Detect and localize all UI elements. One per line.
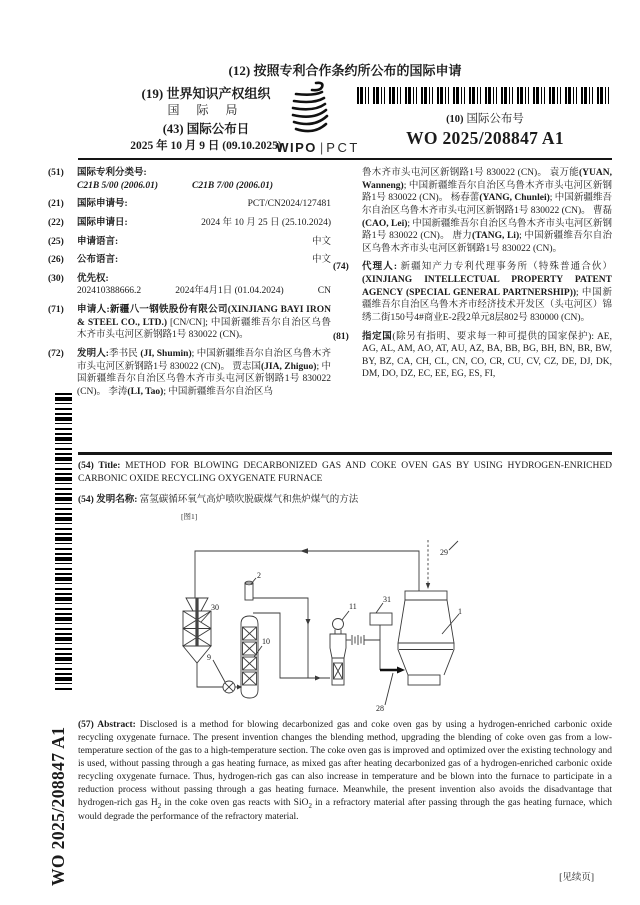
- leader-29: [449, 541, 458, 550]
- flow-arrow-right2-icon: [315, 676, 321, 681]
- flow-arrow-left-icon: [300, 548, 308, 554]
- continuation-note: [见续页]: [559, 873, 594, 883]
- packed-column: [241, 616, 258, 698]
- field-72-inventors: (72) 发明人:季书民 (JI, Shumin); 中国新疆维吾尔自治区乌鲁木齐市头屯河区新钢路1号 830022 (CN)。 贾志国(JIA, Zhiguo); 中国新疆维吾尔自治区乌鲁木齐市头屯河区新钢路1号 830022 (CN)。 李涛(LI, Tao); 中国新疆维吾尔自治区乌: [48, 348, 331, 397]
- pub-date-label: (43) 国际公布日: [162, 122, 250, 137]
- figure-label-11: 11: [349, 602, 357, 611]
- figure-label-30: 30: [211, 603, 219, 612]
- figure-label-1: 1: [458, 607, 462, 616]
- field-74-agent: (74) 代理人: 新疆知产力专利代理事务所（特殊普通合伙）(XINJIANG INTELLECTUAL PROPERTY PATENT AGENCY (SPECIAL GENERAL PARTNERSHIP)); 中国新疆维吾尔自治区乌鲁木齐市经济技术开发区（头屯河区）锦绣二街150号4#商业E-2段2单元8层802号 830000 (CN)。: [333, 262, 613, 323]
- vertical-publication-number: WO 2025/208847 A1: [48, 726, 68, 886]
- field-81-designated-states: (81) 指定国(除另有指明、要求每一种可提供的国家保护): AE, AG, AL, AM, AO, AT, AU, AZ, BA, BB, BG, BH, BN, BR, BW, BY, BZ, CA, CH, CL, CN, CO, CR, CU, CV, CZ, DE, DJ, DK, DM, DO, DZ, EC, EE, EG, ES, FI,: [333, 331, 612, 380]
- leader-28: [385, 673, 393, 705]
- wipo-pct-wordmark: [266, 140, 370, 155]
- figure-label-9: 9: [207, 653, 211, 662]
- recycle-gas-pipe: [195, 551, 419, 598]
- field-72-inventors-continued: 鲁木齐市头屯河区新钢路1号 830022 (CN)。 袁万能(YUAN, Wanneng); 中国新疆维吾尔自治区乌鲁木齐市头屯河区新钢路1号 830022 (CN)。 杨春蕾(YANG, Chunlei); 中国新疆维吾尔自治区乌鲁木齐市头屯河区新钢路1号 830022 (CN)。 曹磊(CAO, Lei); 中国新疆维吾尔自治区乌鲁木齐市头屯河区新钢路1号 830022 (CN)。 唐力(TANG, Li); 中国新疆维吾尔自治区乌鲁木齐市头屯河区新钢路1号 830022 (CN)。: [362, 168, 613, 254]
- flow-arrow-down2-icon: [306, 619, 311, 625]
- org-bureau: 国 际 局: [167, 103, 245, 118]
- pct-publication-statement: (12) 按照专利合作条约所公布的国际申请: [228, 63, 462, 78]
- leader-2: [251, 578, 256, 584]
- heating-vessel: [330, 619, 346, 686]
- field-71-applicant: (71) 申请人:新疆八一钢铁股份有限公司(XINJIANG BAYI IRON & STEEL CO., LTD.) [CN/CN]; 中国新疆维吾尔自治区乌鲁木齐市头屯河区新钢路1号 830022 (CN)。: [48, 305, 331, 341]
- control-box: [370, 613, 392, 625]
- pump: [223, 681, 235, 693]
- field-26-publication-language: (26) 公布语言: 中文: [48, 255, 331, 266]
- top-barcode: [357, 87, 613, 104]
- org-name: (19) 世界知识产权组织: [141, 86, 271, 101]
- title-chinese: (54) 发明名称: 富氢碳循环氧气高炉喷吹脱碳煤气和焦炉煤气的方法: [78, 494, 359, 505]
- figure-label-29: 29: [440, 548, 448, 557]
- flanged-nozzle: [346, 635, 364, 645]
- figure-diagram: [145, 536, 480, 723]
- leader-1: [442, 614, 459, 634]
- pct-text: PCT: [326, 140, 360, 155]
- hopper-outlet-pipe: [197, 663, 223, 687]
- publication-number-block: [357, 87, 613, 149]
- injection-arrow-icon: [397, 667, 405, 674]
- left-barcode: [55, 393, 72, 691]
- leader-11: [342, 611, 349, 620]
- title-english: (54) Title: METHOD FOR BLOWING DECARBONIZED GAS AND COKE OVEN GAS BY USING HYDROGEN-ENRICHED CARBONIC OXIDE RECYCLING OXYGENATE FURNACE: [78, 461, 612, 485]
- pub-number-label: (10) 国际公布号: [446, 113, 524, 125]
- wipo-text: WIPO: [276, 140, 317, 155]
- vessel-to-furnace-pipe: [364, 640, 380, 670]
- pub-date-value: 2025 年 10 月 9 日 (09.10.2025): [130, 139, 282, 152]
- leader-30: [201, 612, 210, 622]
- leader-9: [213, 660, 225, 682]
- field-30-priority: (30) 优先权: 202410388666.2 2024年4月1日 (01.04.2024) CN: [48, 273, 331, 297]
- figure-label-2: 2: [257, 571, 261, 580]
- gas-cylinder: [245, 581, 253, 600]
- priority-data: 202410388666.2 2024年4月1日 (01.04.2024) CN: [77, 286, 331, 297]
- field-51-label: 国际专利分类号:: [77, 168, 147, 178]
- wordmark-divider: |: [319, 140, 324, 155]
- biblio-left-column: [48, 167, 331, 404]
- field-22-filing-date: (22) 国际申请日: 2024 年 10 月 25 日 (25.10.2024): [48, 217, 331, 228]
- figure-label-28: 28: [376, 704, 384, 713]
- biblio-right-column: [333, 167, 612, 387]
- field-21-application-number: (21) 国际申请号: PCT/CN2024/127481: [48, 199, 331, 210]
- title-block: [78, 460, 612, 507]
- wipo-logo-icon: [286, 80, 334, 143]
- leader-31: [376, 603, 383, 613]
- pub-number: WO 2025/208847 A1: [406, 128, 564, 148]
- field-25-filing-language: (25) 申请语言: 中文: [48, 236, 331, 247]
- field-51-ipc: (51) 国际专利分类号: C21B 5/00 (2006.01) C21B 7/00 (2006.01): [48, 167, 331, 192]
- figure-caption: [图1]: [181, 512, 198, 521]
- abstract: (57) Abstract: Disclosed is a method for blowing decarbonized gas and coke oven gas by using a hydrogen-enriched carbonic oxide recycling oxygenate furnace. The present invention changes the blending method, upgrading the blending of coke oven gas from a low-temperature section of the gas to a high-temperature section. The coke oven gas is improved and optimized over the existing technology and is used, without passing through a gas heating furnace, as mixed gas after heating decarbonized gas of a hydrogen-enriched carbonic oxide recycling oxygenate furnace. Thus, hydrogen-rich gas can also increase in temperature and be blown into the furnace to participate in a reduction process without passing through a gas heating furnace. Meanwhile, the present invention also avoids the disadvantage that hydrogen-rich gas $H_2$ in the coke oven gas reacts with SiO$_2$ in a refractory material after passing through the gas heating furnace, which would degrade the performance of the refractory material.: [78, 720, 612, 823]
- ipc-classes: C21B 5/00 (2006.01) C21B 7/00 (2006.01): [77, 180, 274, 191]
- flow-arrow-down-icon: [426, 583, 430, 589]
- figure-label-10: 10: [262, 637, 270, 646]
- title-divider: [78, 452, 612, 455]
- blast-furnace: [398, 591, 454, 685]
- figure-label-31: 31: [383, 595, 391, 604]
- header-divider: [78, 158, 612, 160]
